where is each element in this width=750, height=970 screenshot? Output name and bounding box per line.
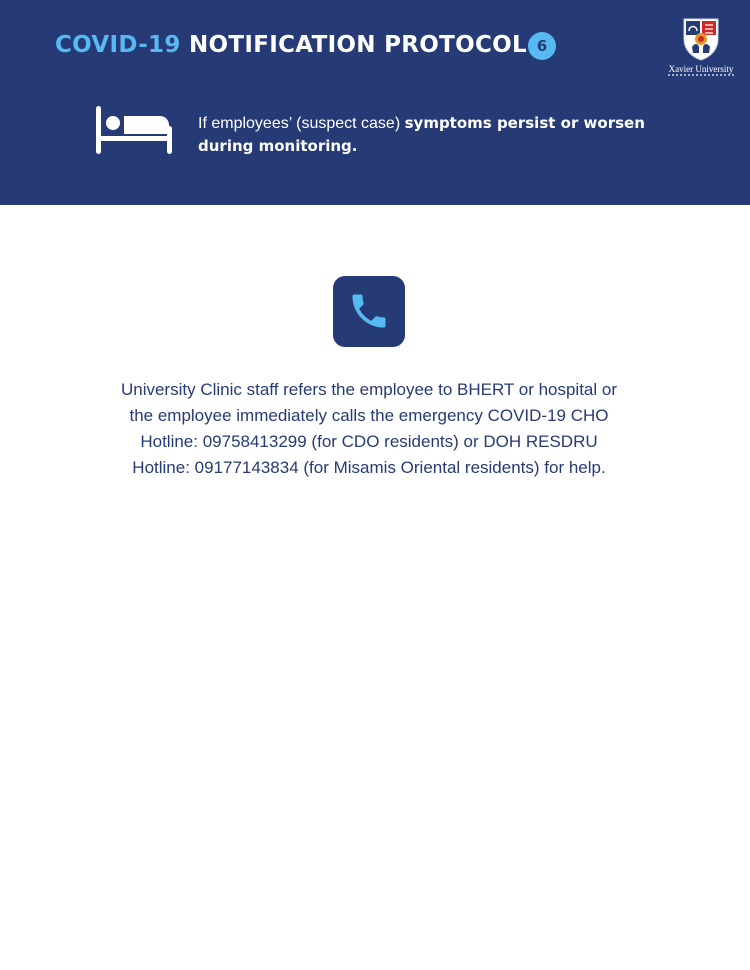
title-accent: COVID-19 bbox=[55, 32, 181, 58]
instruction-text: University Clinic staff refers the employee to BHERT or hospital or the employee immediately calls the emergency COVID-19 CHO Hotline: 09758413299 (for CDO residents) or DOH RESDRU Hotline: 09177143834 (for Misamis Oriental residents) for help. bbox=[120, 380, 618, 477]
notice-text bbox=[198, 112, 678, 158]
university-logo bbox=[668, 17, 734, 77]
phone-icon bbox=[347, 289, 391, 333]
notice-intro: If employees’ (suspect case) bbox=[198, 115, 405, 132]
university-seal-icon bbox=[682, 17, 720, 61]
page-title bbox=[55, 30, 527, 60]
phone-icon-tile bbox=[333, 276, 405, 347]
title-rest: NOTIFICATION PROTOCOL bbox=[188, 32, 527, 58]
bed-icon bbox=[96, 106, 172, 154]
header-banner bbox=[0, 0, 750, 205]
logo-subtext bbox=[668, 74, 734, 76]
logo-text: Xavier University bbox=[668, 64, 734, 74]
step-number-badge: 6 bbox=[528, 32, 556, 60]
notice-bold: symptoms persist or worsen during monitoring. bbox=[198, 114, 645, 155]
